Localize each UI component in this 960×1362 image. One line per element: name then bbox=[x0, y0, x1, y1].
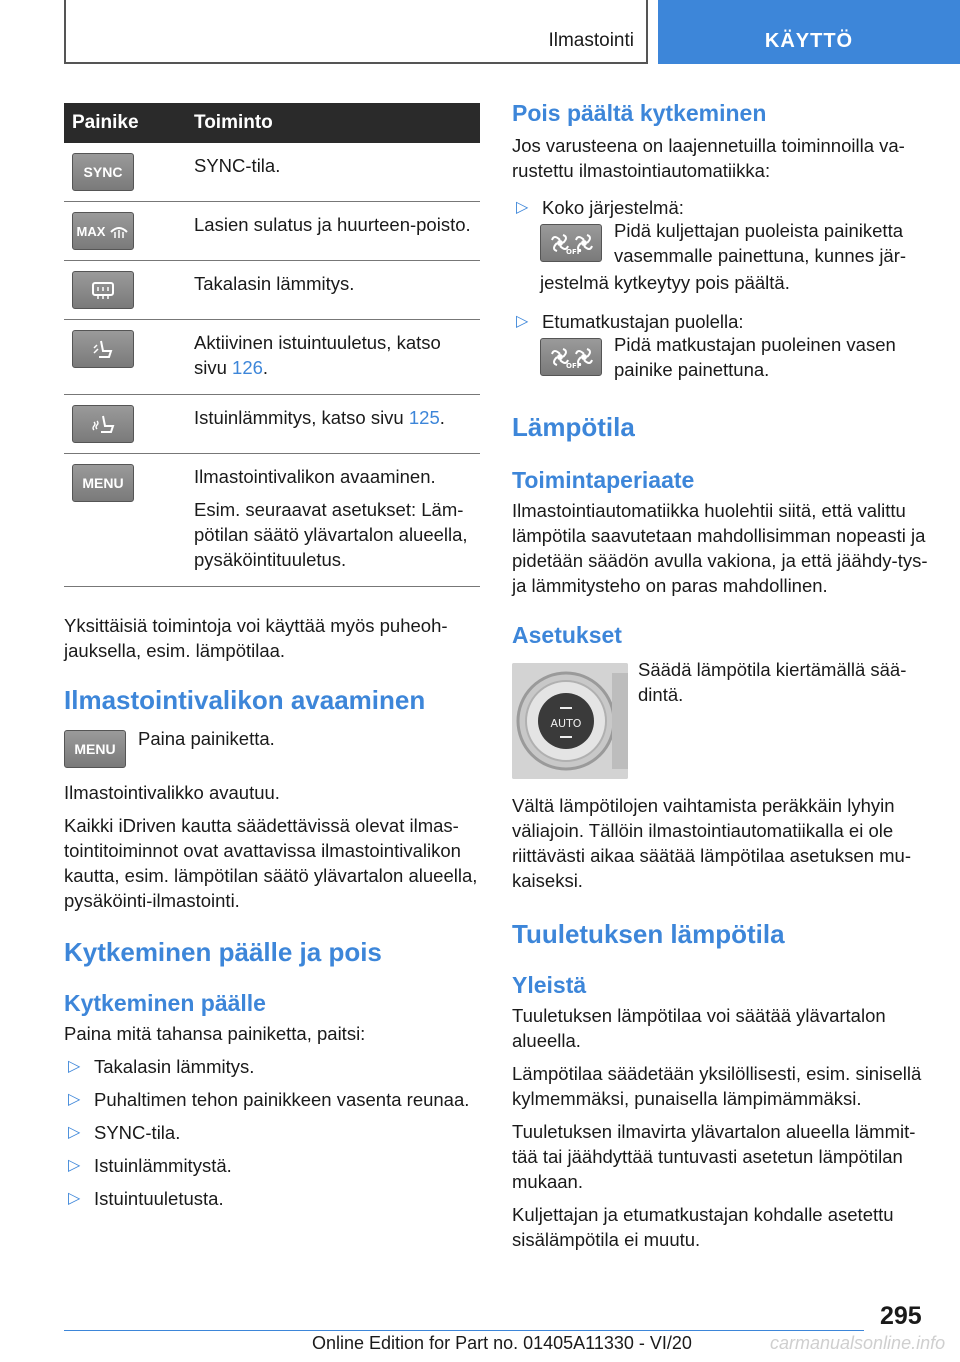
row-text: Takalasin lämmitys. bbox=[194, 273, 355, 294]
row-text: Istuinlämmitys, katso sivu 125. bbox=[194, 407, 445, 428]
table-row bbox=[64, 320, 480, 395]
fan-off-key-icon bbox=[540, 224, 602, 262]
watermark: carmanualsonline.info bbox=[770, 1333, 946, 1353]
settings-advice: Vältä lämpötilojen vaihtamista peräkkäin lyhyin väliajoin. Tällöin ilmastointiautomatiikalla ei ole riittävästi aikaa säätää lämpötilaa asetuksen mu-kaiseksi. bbox=[512, 795, 911, 891]
subheading-general: Yleistä bbox=[512, 972, 587, 998]
full-system-continuation: jestelmä kytkeytyy pois päältä. bbox=[540, 272, 790, 293]
list-item: ▷ Etumatkustajan puolella: bbox=[516, 311, 744, 332]
principle-text: Ilmastointiautomatiikka huolehtii siitä, että valittu lämpötila saavutetaan mahdollisimman nopeasti ja pidetään säädön avulla vakiona, ja että jäähdy-tys- ja lämmitysteho on paras mahdollinen. bbox=[512, 500, 928, 596]
vent-paragraph-1: Tuuletuksen lämpötilaa voi säätää ylävartalon alueella. bbox=[512, 1005, 886, 1051]
triangle-bullet-icon: ▷ bbox=[68, 1091, 81, 1108]
footer-divider bbox=[64, 1330, 864, 1331]
switch-on-intro: Paina mitä tahansa painiketta, paitsi: bbox=[64, 1023, 366, 1044]
row-text: Lasien sulatus ja huurteen-poisto. bbox=[194, 214, 471, 235]
table-row bbox=[64, 143, 480, 202]
row-text: Ilmastointivalikon avaaminen. bbox=[194, 466, 436, 487]
vent-paragraph-4: Kuljettajan ja etumatkustajan kohdalle asetettu sisälämpötila ei muutu. bbox=[512, 1204, 894, 1250]
temperature-knob-photo bbox=[512, 663, 628, 779]
triangle-bullet-icon: ▷ bbox=[68, 1124, 81, 1141]
fan-off-key-icon bbox=[540, 338, 602, 376]
switch-off-list bbox=[512, 309, 928, 334]
row-text: Aktiivinen istuintuuletus, katso sivu 126. bbox=[194, 332, 441, 378]
table-row bbox=[64, 395, 480, 454]
menu-result: Ilmastointivalikko avautuu. bbox=[64, 782, 280, 803]
menu-key-icon: MENU bbox=[64, 730, 126, 768]
seat-ventilation-key-icon bbox=[72, 330, 134, 368]
triangle-bullet-icon: ▷ bbox=[516, 199, 529, 216]
list-item: ▷ Puhaltimen tehon painikkeen vasenta reunaa. bbox=[68, 1089, 470, 1110]
subheading-principle: Toimintaperiaate bbox=[512, 467, 695, 493]
rear-defrost-key-icon bbox=[72, 271, 134, 309]
list-item: ▷ SYNC-tila. bbox=[68, 1122, 181, 1143]
table-header-row bbox=[64, 103, 480, 143]
list-item: ▷ Istuinlämmitystä. bbox=[68, 1155, 232, 1176]
chapter-tab: KÄYTTÖ bbox=[658, 0, 960, 64]
svg-text:OFF: OFF bbox=[566, 248, 582, 256]
list-item: ▷ Takalasin lämmitys. bbox=[68, 1056, 255, 1077]
switch-off-list bbox=[512, 195, 928, 220]
triangle-bullet-icon: ▷ bbox=[68, 1190, 81, 1207]
heading-temperature: Lämpötila bbox=[512, 412, 635, 442]
page-number: 295 bbox=[880, 1302, 922, 1330]
list-item: ▷ Istuintuuletusta. bbox=[68, 1188, 224, 1209]
table-row bbox=[64, 202, 480, 261]
sync-key-icon: SYNC bbox=[72, 153, 134, 191]
knob-auto-label: AUTO bbox=[550, 717, 582, 730]
left-column bbox=[64, 103, 480, 1219]
heading-vent-temperature: Tuuletuksen lämpötila bbox=[512, 919, 785, 949]
triangle-bullet-icon: ▷ bbox=[68, 1157, 81, 1174]
vent-paragraph-2: Lämpötilaa säädetään yksilöllisesti, esim. sinisellä kylmemmäksi, punaisella lämpimämmäksi. bbox=[512, 1063, 922, 1109]
full-system-instruction: Pidä kuljettajan puoleista painiketta vasemmalle painettuna, kunnes jär- bbox=[614, 220, 907, 266]
page-link[interactable]: 126 bbox=[232, 357, 263, 378]
triangle-bullet-icon: ▷ bbox=[68, 1058, 81, 1075]
list-item: ▷ Koko järjestelmä: bbox=[516, 197, 684, 218]
subheading-settings: Asetukset bbox=[512, 622, 622, 648]
exception-list bbox=[64, 1054, 480, 1211]
column-header-function: Toiminto bbox=[188, 103, 480, 143]
settings-instruction: Säädä lämpötila kiertämällä sää-dintä. bbox=[638, 659, 907, 705]
column-header-button: Painike bbox=[64, 103, 188, 143]
heading-switch-on-off: Kytkeminen päälle ja pois bbox=[64, 937, 382, 967]
edition-text: Online Edition for Part no. 01405A11330 - VI/20 bbox=[312, 1333, 692, 1353]
svg-text:OFF: OFF bbox=[566, 362, 582, 370]
switch-off-intro: Jos varusteena on laajennetuilla toiminnoilla va-rustettu ilmastointiautomatiikka: bbox=[512, 135, 905, 181]
row-text: SYNC-tila. bbox=[194, 155, 281, 176]
seat-heating-key-icon bbox=[72, 405, 134, 443]
passenger-instruction: Pidä matkustajan puoleinen vasen painike painettuna. bbox=[614, 334, 896, 380]
voice-control-note: Yksittäisiä toimintoja voi käyttää myös puheoh-jauksella, esim. lämpötilaa. bbox=[64, 615, 448, 661]
subheading-switch-on: Kytkeminen päälle bbox=[64, 990, 266, 1016]
button-function-table bbox=[64, 103, 480, 587]
table-row bbox=[64, 261, 480, 320]
menu-description: Kaikki iDriven kautta säädettävissä olevat ilmas-tointitoiminnot ovat avattavissa ilmastointivalikon kautta, esim. lämpötilan säätö ylävartalon alueella, pysäköinti-ilmastointi. bbox=[64, 815, 478, 911]
table-row bbox=[64, 454, 480, 587]
triangle-bullet-icon: ▷ bbox=[516, 313, 529, 330]
subheading-switch-off: Pois päältä kytkeminen bbox=[512, 100, 767, 126]
menu-instruction: Paina painiketta. bbox=[138, 728, 275, 749]
heading-open-climate-menu: Ilmastointivalikon avaaminen bbox=[64, 685, 426, 715]
row-text: Esim. seuraavat asetukset: Läm-pötilan säätö ylävartalon alueella, pysäköintituuletus. bbox=[194, 499, 468, 570]
vent-paragraph-3: Tuuletuksen ilmavirta ylävartalon alueella lämmit-tää tai jäähdyttää tuntuvasti asetetun lämpötilan mukaan. bbox=[512, 1121, 916, 1192]
section-title: Ilmastointi bbox=[548, 30, 634, 51]
page-link[interactable]: 125 bbox=[408, 407, 440, 428]
header-frame bbox=[64, 0, 648, 64]
max-defrost-key-icon: MAX bbox=[72, 212, 134, 250]
right-column bbox=[512, 100, 928, 1252]
menu-key-icon: MENU bbox=[72, 464, 134, 502]
